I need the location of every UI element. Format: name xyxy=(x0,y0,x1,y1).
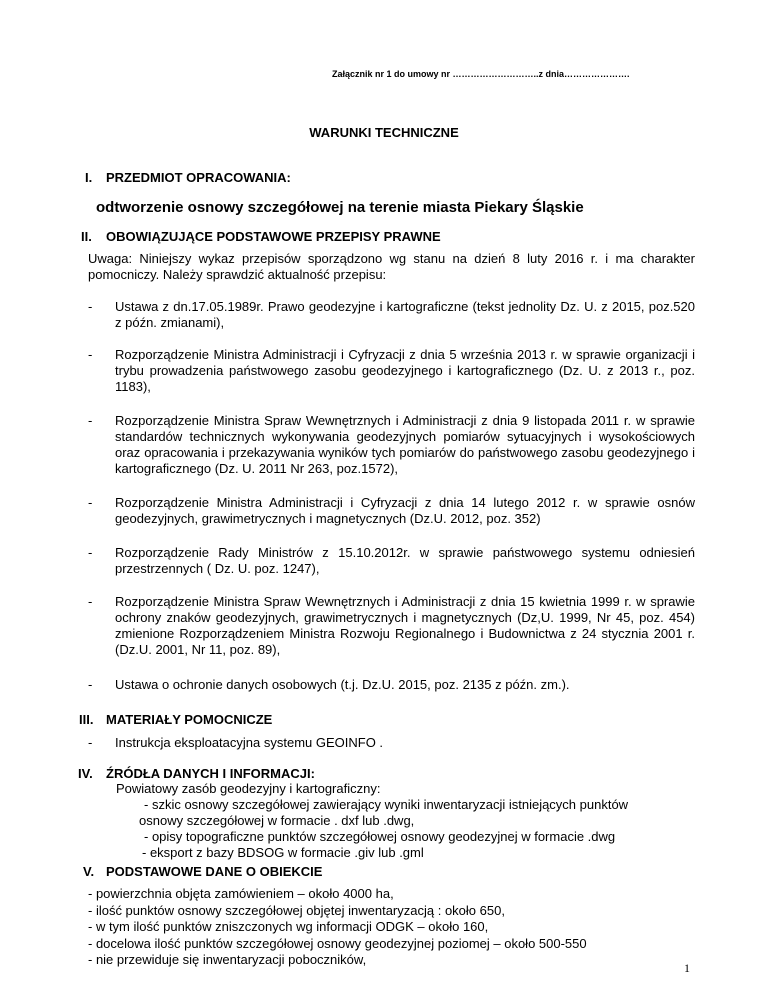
list-dash: - xyxy=(88,735,93,750)
list-dash: - xyxy=(88,545,93,560)
list-item: - w tym ilość punktów zniszczonych wg informacji ODGK – około 160, xyxy=(88,919,489,934)
legal-act-text: Ustawa o ochronie danych osobowych (t.j. Dz.U. 2015, poz. 2135 z późn. zm.). xyxy=(115,677,570,692)
section-4-number: IV. xyxy=(78,766,93,781)
section-2-title: OBOWIĄZUJĄCE PODSTAWOWE PRZEPISY PRAWNE xyxy=(106,229,441,244)
list-dash: - xyxy=(88,495,93,510)
list-dash: - xyxy=(88,594,93,609)
legal-act-text: Rozporządzenie Ministra Spraw Wewnętrznych i Administracji z dnia 15 kwietnia 1999 r. w sprawie ochrony znaków geodezyjnych, grawimetrycznych i magnetycznych (Dz,U. 1999, Nr 45, poz. 454) zmienione Rozporządzeniem Ministra Rozwoju Regionalnego i Budownictwa z 24 stycznia 2001 r. (Dz.U. 2001, Nr 11, poz. 89), xyxy=(115,594,695,657)
section-1-number: I. xyxy=(85,170,93,185)
section-2-number: II. xyxy=(81,229,92,244)
list-item: - nie przewiduje się inwentaryzacji poboczników, xyxy=(88,952,367,967)
legal-act-text: Rozporządzenie Rady Ministrów z 15.10.2012r. w sprawie państwowego systemu odniesień przestrzennych ( Dz. U. poz. 1247), xyxy=(115,545,695,576)
list-item: - docelowa ilość punktów szczegółowej osnowy geodezyjnej poziomej – około 500-550 xyxy=(88,935,587,951)
auxiliary-material-text: Instrukcja eksploatacyjna systemu GEOINFO . xyxy=(115,735,384,750)
list-item: - ilość punktów osnowy szczegółowej objętej inwentaryzacją : około 650, xyxy=(88,902,505,918)
legal-act-text: Rozporządzenie Ministra Spraw Wewnętrznych i Administracji z dnia 9 listopada 2011 r. w sprawie standardów technicznych wykonywania geodezyjnych pomiarów sytuacyjnych i wysokościowych oraz opracowania i przekazywania wyników tych pomiarów do państwowego zasobu geodezyjnego i kartograficznego (Dz. U. 2011 Nr 263, poz.1572), xyxy=(115,413,695,476)
legal-act-text: Rozporządzenie Ministra Administracji i Cyfryzacji z dnia 5 września 2013 r. w sprawie organizacji i trybu prowadzenia państwowego zasobu geodezyjnego i kartograficznego (Dz. U. z 2013 r., poz. 1183), xyxy=(115,347,695,394)
data-source-intro: Powiatowy zasób geodezyjny i kartograficzny: xyxy=(116,781,381,796)
legal-act-text: Rozporządzenie Ministra Administracji i Cyfryzacji z dnia 14 lutego 2012 r. w sprawie osnów geodezyjnych, grawimetrycznych i magnetycznych (Dz.U. 2012, poz. 352) xyxy=(115,495,695,526)
order-subject: odtworzenie osnowy szczegółowej na terenie miasta Piekary Śląskie xyxy=(96,199,584,216)
annex-reference-line: Załącznik nr 1 do umowy nr ………………………..z dnia…………………. xyxy=(332,69,630,79)
list-dash: - xyxy=(88,677,93,692)
list-dash: - xyxy=(88,299,93,314)
list-item: - powierzchnia objęta zamówieniem – około 4000 ha, xyxy=(88,886,394,901)
object-data-list xyxy=(88,886,587,969)
page-number: 1 xyxy=(684,961,690,975)
data-source-line: - eksport z bazy BDSOG w formacie .giv lub .gml xyxy=(142,845,424,860)
list-dash: - xyxy=(88,413,93,428)
section-5-title: PODSTAWOWE DANE O OBIEKCIE xyxy=(106,864,323,879)
data-source-line: - opisy topograficzne punktów szczegółowej osnowy geodezyjnej w formacie .dwg xyxy=(144,829,616,844)
list-dash: - xyxy=(88,347,93,362)
legal-act-text: Ustawa z dn.17.05.1989r. Prawo geodezyjne i kartograficzne (tekst jednolity Dz. U. z 2015, poz.520 z późn. zmianami), xyxy=(115,299,695,330)
section-4-title: ŹRÓDŁA DANYCH I INFORMACJI: xyxy=(106,766,315,781)
data-source-line: osnowy szczegółowej w formacie . dxf lub .dwg, xyxy=(139,813,415,828)
data-source-line: - szkic osnowy szczegółowej zawierający wyniki inwentaryzacji istniejących punktów xyxy=(144,797,629,812)
document-title: WARUNKI TECHNICZNE xyxy=(309,125,459,140)
section-1-title: PRZEDMIOT OPRACOWANIA: xyxy=(106,170,291,185)
section-3-number: III. xyxy=(79,712,94,727)
section-5-number: V. xyxy=(83,864,95,879)
section-3-title: MATERIAŁY POMOCNICZE xyxy=(106,712,273,727)
legal-note: Uwaga: Niniejszy wykaz przepisów sporządzono wg stanu na dzień 8 luty 2016 r. i ma charakter pomocniczy. Należy sprawdzić aktualność przepisu: xyxy=(88,251,695,282)
